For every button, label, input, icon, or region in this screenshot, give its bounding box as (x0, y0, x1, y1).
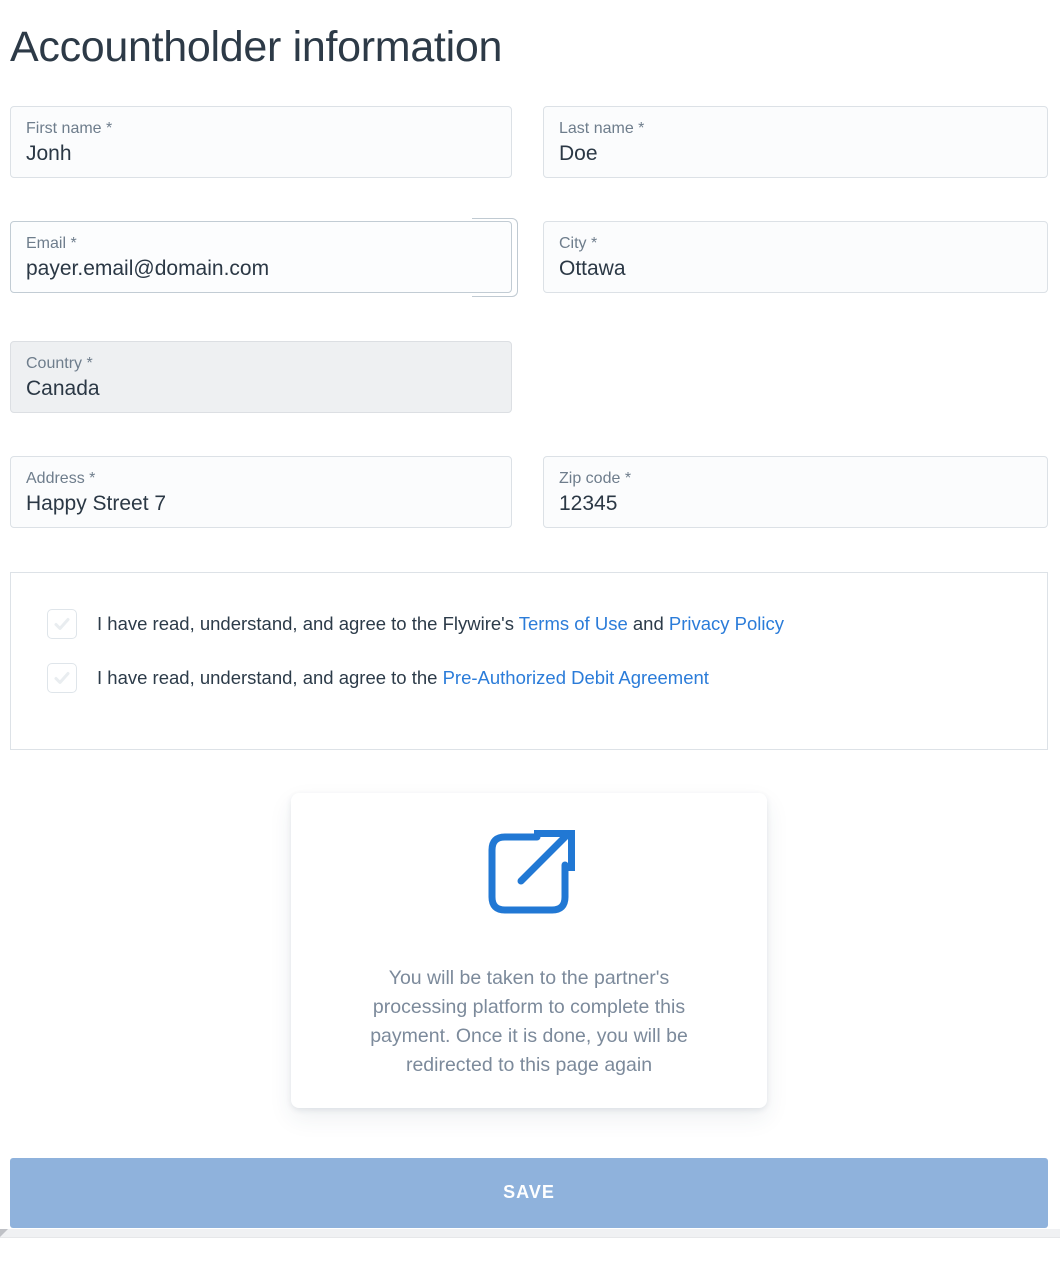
first-name-label: First name * (26, 119, 113, 137)
horizontal-scrollbar[interactable] (0, 1229, 1060, 1238)
zip-code-label: Zip code * (559, 469, 632, 487)
terms-agreement-middle: and (627, 612, 669, 634)
save-button[interactable]: SAVE (10, 1158, 1048, 1228)
zip-code-field[interactable] (543, 456, 1048, 528)
first-name-field[interactable] (10, 106, 512, 178)
redirect-info-line: redirected to this page again (405, 1053, 653, 1076)
debit-agreement-label (97, 665, 709, 691)
address-label: Address * (26, 469, 96, 487)
terms-agreement-label (97, 611, 784, 637)
debit-agreement-prefix: I have read, understand, and agree to the (97, 666, 443, 688)
debit-agreement-row (47, 663, 1017, 693)
check-icon (53, 669, 71, 687)
agreements-box (10, 572, 1048, 750)
city-field[interactable] (543, 221, 1048, 293)
debit-agreement-checkbox[interactable] (47, 663, 77, 693)
email-label: Email * (26, 234, 77, 252)
scrollbar-corner-mark (0, 1229, 8, 1237)
privacy-policy-link[interactable]: Privacy Policy (668, 612, 785, 634)
address-field[interactable] (10, 456, 512, 528)
email-city-row (10, 221, 1048, 293)
terms-of-use-link[interactable]: Terms of Use (518, 612, 628, 634)
address-input[interactable] (26, 491, 495, 517)
address-zip-row (10, 456, 1048, 528)
city-label: City * (559, 234, 598, 252)
country-input (26, 376, 495, 402)
external-link-icon (479, 823, 579, 923)
country-field (10, 341, 512, 413)
redirect-info-line: payment. Once it is done, you will be (370, 1024, 688, 1047)
email-input[interactable] (26, 256, 495, 282)
redirect-info-text (291, 964, 767, 1080)
terms-agreement-row (47, 609, 1017, 639)
terms-checkbox[interactable] (47, 609, 77, 639)
city-input[interactable] (559, 256, 1031, 282)
terms-agreement-prefix: I have read, understand, and agree to the Flywire's (97, 612, 519, 634)
pre-authorized-debit-agreement-link[interactable]: Pre-Authorized Debit Agreement (442, 666, 709, 688)
first-name-input[interactable] (26, 141, 495, 167)
last-name-input[interactable] (559, 141, 1031, 167)
country-row (10, 341, 1048, 413)
last-name-field[interactable] (543, 106, 1048, 178)
redirect-info-card (291, 793, 767, 1108)
redirect-info-line: You will be taken to the partner's (388, 966, 670, 989)
name-row (10, 106, 1048, 178)
check-icon (53, 615, 71, 633)
email-field[interactable] (10, 221, 512, 293)
country-label: Country * (26, 354, 93, 372)
redirect-info-line: processing platform to complete this (372, 995, 686, 1018)
last-name-label: Last name * (559, 119, 645, 137)
zip-code-input[interactable] (559, 491, 1031, 517)
page-title: Accountholder information (10, 23, 503, 71)
